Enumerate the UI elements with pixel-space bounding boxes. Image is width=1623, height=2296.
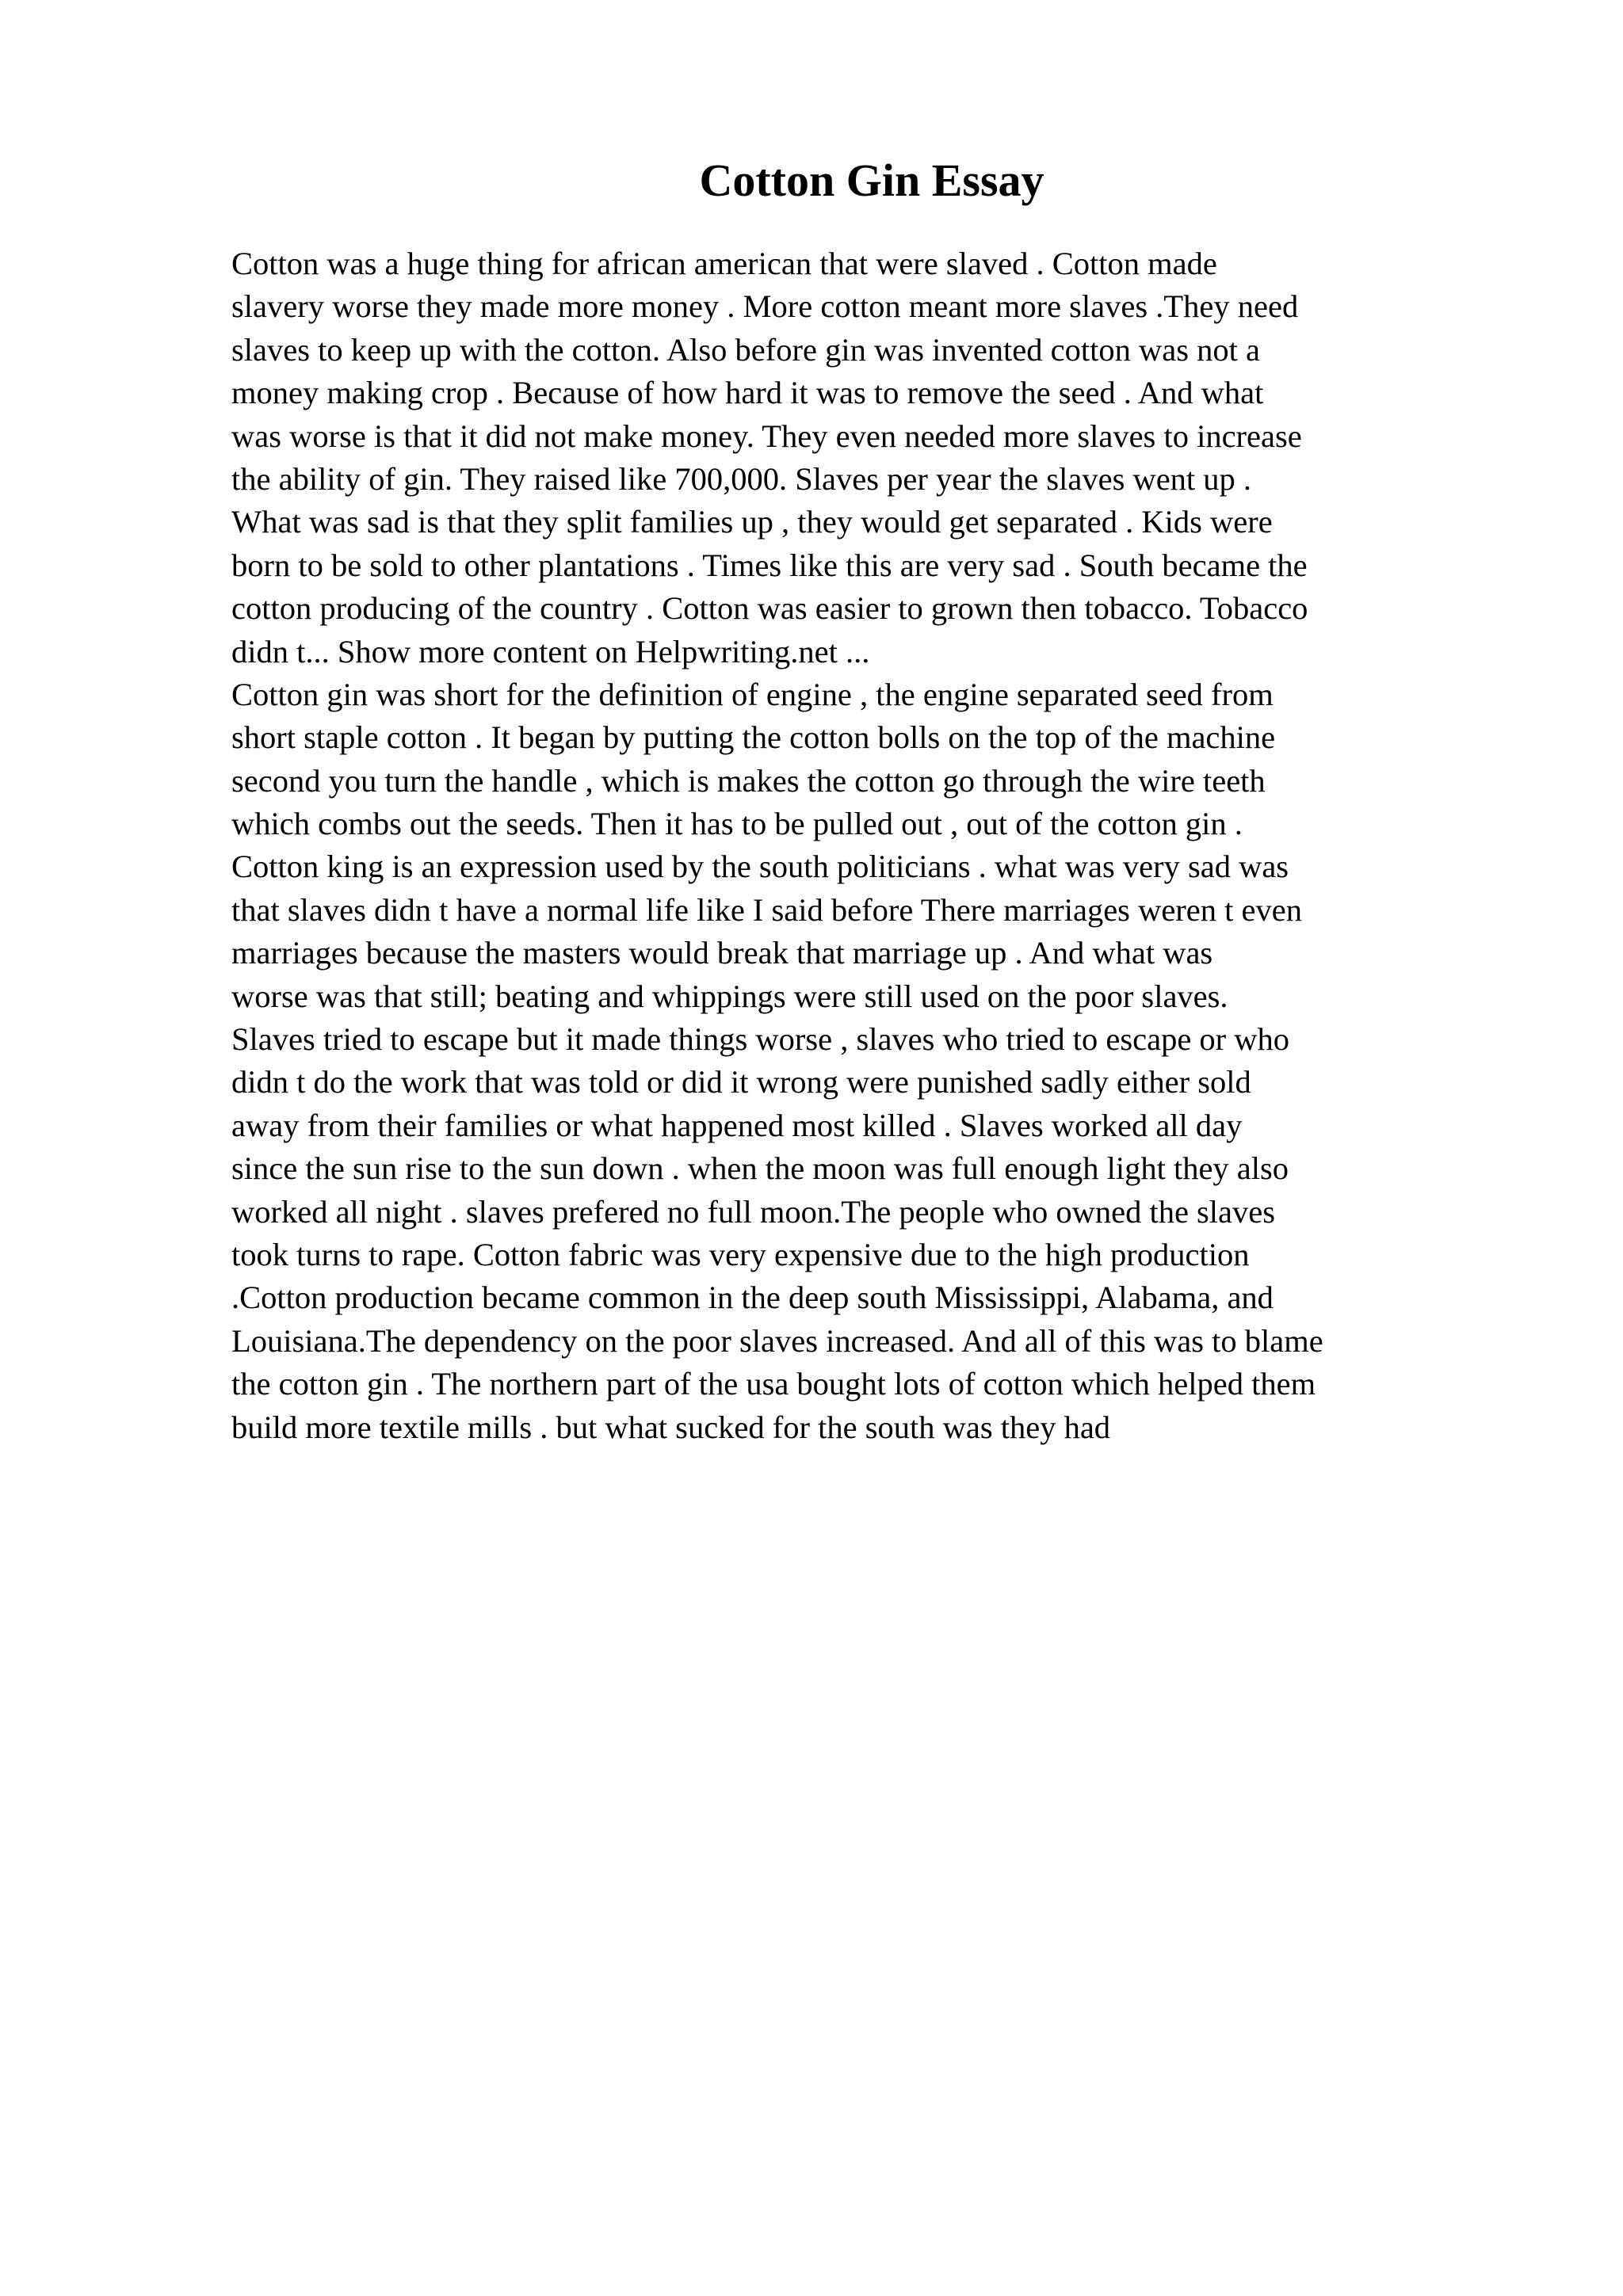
essay-line: Cotton king is an expression used by the south politicians . what was very sad was — [231, 849, 1289, 885]
essay-line: marriages because the masters would break that marriage up . And what was — [231, 935, 1213, 971]
essay-line: .Cotton production became common in the deep south Mississippi, Alabama, and — [231, 1280, 1274, 1316]
essay-line: Cotton was a huge thing for african american that were slaved . Cotton made — [231, 246, 1217, 281]
essay-line: the cotton gin . The northern part of the usa bought lots of cotton which helped them — [231, 1366, 1316, 1402]
essay-line: born to be sold to other plantations . Times like this are very sad . South became the — [231, 547, 1308, 583]
essay-line: second you turn the handle , which is makes the cotton go through the wire teeth — [231, 762, 1266, 799]
essay-line: the ability of gin. They raised like 700,000. Slaves per year the slaves went up . — [231, 460, 1252, 497]
essay-line: that slaves didn t have a normal life like I said before There marriages weren t even — [231, 891, 1302, 928]
essay-line: What was sad is that they split families up , they would get separated . Kids were — [231, 504, 1273, 540]
essay-line: slaves to keep up with the cotton. Also before gin was invented cotton was not a — [231, 331, 1260, 368]
essay-line: worse was that still; beating and whippings were still used on the poor slaves. — [231, 978, 1228, 1014]
essay-line: away from their families or what happened most killed . Slaves worked all day — [231, 1107, 1243, 1143]
essay-line: slavery worse they made more money . More cotton meant more slaves .They need — [231, 288, 1299, 325]
essay-line: Slaves tried to escape but it made things worse , slaves who tried to escape or who — [231, 1021, 1290, 1058]
essay-line: was worse is that it did not make money. They even needed more slaves to increase — [231, 418, 1302, 454]
essay-line: worked all night . slaves prefered no full moon.The people who owned the slaves — [231, 1193, 1276, 1230]
essay-line: didn t do the work that was told or did it wrong were punished sadly either sold — [231, 1064, 1251, 1100]
essay-line: short staple cotton . It began by putting the cotton bolls on the top of the machine — [231, 719, 1276, 756]
show-more-line: didn t... Show more content on Helpwriting.net ... — [231, 633, 870, 669]
essay-line: since the sun rise to the sun down . when the moon was full enough light they also — [231, 1150, 1289, 1187]
essay-body — [231, 242, 1579, 1449]
essay-line: money making crop . Because of how hard it was to remove the seed . And what — [231, 375, 1264, 411]
essay-line: which combs out the seeds. Then it has to be pulled out , out of the cotton gin . — [231, 806, 1243, 842]
essay-line: Cotton gin was short for the definition of engine , the engine separated seed from — [231, 676, 1274, 712]
essay-line: build more textile mills . but what sucked for the south was they had — [231, 1409, 1111, 1445]
essay-line: took turns to rape. Cotton fabric was very expensive due to the high production — [231, 1236, 1250, 1272]
document-title: Cotton Gin Essay — [699, 154, 1044, 206]
essay-line: cotton producing of the country . Cotton was easier to grown then tobacco. Tobacco — [231, 590, 1308, 627]
essay-line: Louisiana.The dependency on the poor slaves increased. And all of this was to blame — [231, 1322, 1323, 1359]
